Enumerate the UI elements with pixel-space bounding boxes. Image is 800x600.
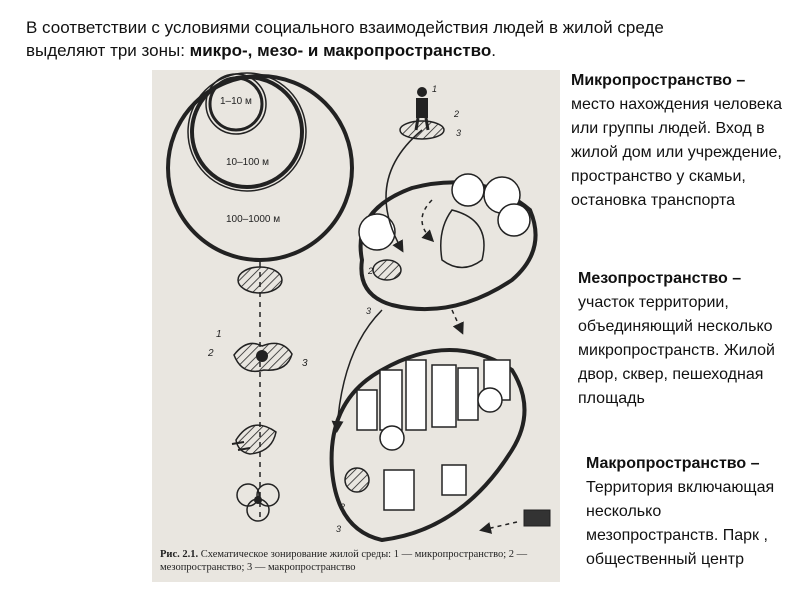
marker-2: 2 [208, 348, 214, 359]
micro-definition [571, 69, 786, 213]
intro-text [26, 16, 746, 62]
caption-text: Схематическое зонирование жилой среды: 1 — микропространство; 2 — мезопространство; 3 — макропространство [160, 549, 528, 573]
ring-label-2: 10–100 м [226, 157, 270, 168]
ring-label-1: 1–10 м [220, 96, 252, 107]
svg-text:1: 1 [432, 84, 438, 94]
svg-text:3: 3 [336, 524, 342, 534]
macro-text: Территория включающая несколько мезопространств. Парк , общественный центр [586, 479, 775, 568]
meso-definition [578, 267, 788, 411]
figure-caption [160, 548, 556, 574]
caption-lead: Рис. 2.1. [160, 549, 199, 560]
marker-3: 3 [302, 358, 308, 369]
intro-lead: В соответствии с условиями социального взаимодействия людей в жилой среде выделяют три зоны: [26, 18, 664, 60]
svg-text:3: 3 [366, 306, 372, 316]
meso-text: участок территории, объединяющий несколько микропространств. Жилой двор, сквер, пешеходная площадь [578, 294, 775, 407]
meso-term: Мезопространство – [578, 270, 742, 287]
svg-text:2: 2 [454, 109, 460, 119]
intro-bold: микро-, мезо- и макропространство [189, 41, 492, 60]
intro-tail: . [491, 41, 496, 60]
ring-label-3: 100–1000 м [226, 214, 281, 225]
zoning-diagram [152, 70, 560, 582]
macro-term: Макропространство – [586, 455, 760, 472]
zoning-figure [152, 70, 560, 582]
macro-definition [586, 452, 796, 572]
svg-text:2: 2 [368, 266, 374, 276]
marker-1: 1 [216, 329, 222, 340]
micro-term: Микропространство – [571, 72, 746, 89]
svg-text:3: 3 [456, 128, 462, 138]
micro-text: место нахождения человека или группы людей. Вход в жилой дом или учреждение, пространство у скамьи, остановка транспорта [571, 96, 783, 209]
svg-text:2: 2 [340, 502, 346, 512]
